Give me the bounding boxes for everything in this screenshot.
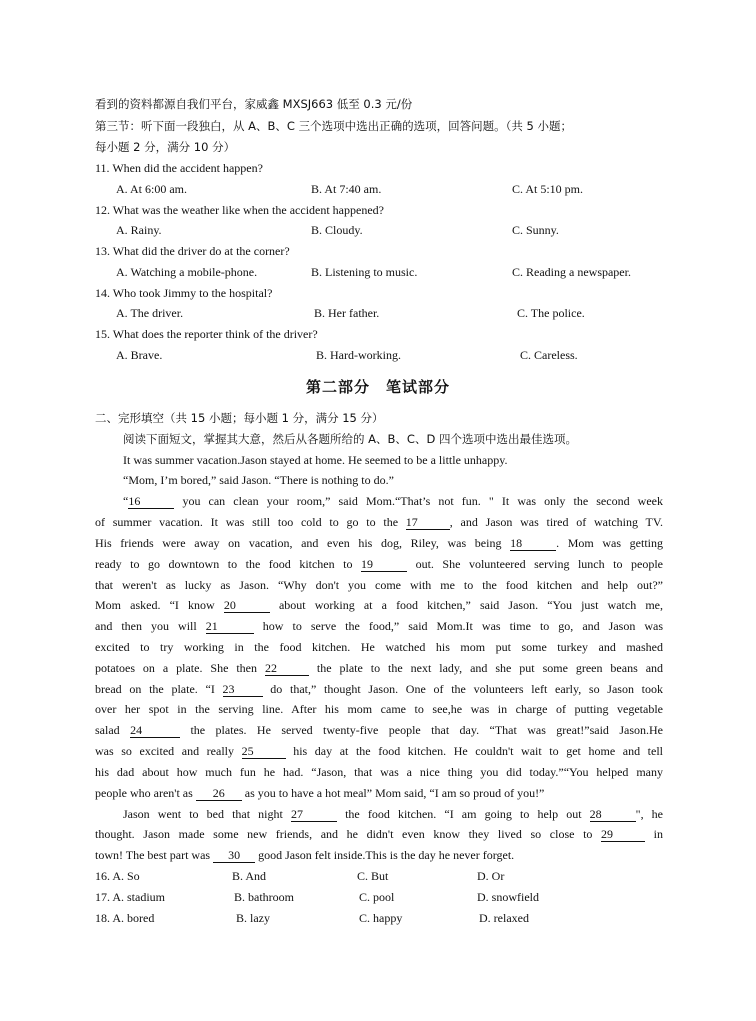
q18-option-b: B. lazy <box>236 911 270 925</box>
cloze-line <box>95 556 663 572</box>
blank-19[interactable]: 19 <box>361 557 407 572</box>
cloze-text: . Mom was getting <box>556 536 664 550</box>
question-13: 13. What did the driver do at the corner? <box>95 244 290 258</box>
cloze-line <box>95 618 663 634</box>
cloze-text: bread on the plate. “I <box>95 682 215 696</box>
cloze-text: you can clean your room,” said Mom.“That’s not fun. " It was only the second week <box>182 494 663 508</box>
q16-option-a: 16. A. So <box>95 869 140 883</box>
cloze-text: his day at the food kitchen. He couldn't wait to get home and tell <box>293 744 663 758</box>
cloze-line <box>95 660 663 676</box>
q13-option-a: A. Watching a mobile-phone. <box>116 265 258 279</box>
cloze-line <box>95 743 663 759</box>
cloze-text: , and Jason was tired of watching TV. <box>449 515 664 529</box>
cloze-text: ", he <box>635 807 664 821</box>
cloze-line <box>95 722 663 738</box>
part2-title: 第二部分 笔试部分 <box>305 378 450 396</box>
cloze-line: over her spot in the serving line. After his mom came to see,he was in charge of putting vegetable <box>95 702 663 716</box>
cloze-line: his dad about how much fun he had. “Jason, that was a nice thing you did today.”“You helped many <box>95 765 663 779</box>
question-14: 14. Who took Jimmy to the hospital? <box>95 286 273 300</box>
cloze-line <box>95 597 663 613</box>
cloze-text: do that,” thought Jason. One of the volunteers left early, so Jason took <box>270 682 664 696</box>
cloze-text: and then you will <box>95 619 197 633</box>
cloze-text: ready to go downtown to the food kitchen to <box>95 557 353 571</box>
cloze-line <box>95 681 663 697</box>
q17-option-a: 17. A. stadium <box>95 890 166 904</box>
q12-option-c: C. Sunny. <box>512 223 559 237</box>
blank-23[interactable]: 23 <box>223 682 263 697</box>
cloze-line <box>95 847 663 863</box>
q14-option-b: B. Her father. <box>314 306 380 320</box>
cloze-paragraph-2: “Mom, I’m bored,” said Jason. “There is nothing to do.” <box>123 473 394 487</box>
blank-26[interactable]: 26 <box>196 786 242 801</box>
cloze-text: of summer vacation. It was still too cold to go to the <box>95 515 399 529</box>
cloze-text: His friends were away on vacation, and even his dog, Riley, was being <box>95 536 502 550</box>
q12-option-a: A. Rainy. <box>116 223 162 237</box>
q15-option-c: C. Careless. <box>520 348 578 362</box>
blank-29[interactable]: 29 <box>601 827 645 842</box>
q13-option-b: B. Listening to music. <box>311 265 418 279</box>
cloze-text: how to serve the food,” said Mom.It was time to go, and Jason was <box>262 619 664 633</box>
question-15: 15. What does the reporter think of the driver? <box>95 327 318 341</box>
cloze-text: out. She volunteered serving lunch to people <box>415 557 663 571</box>
q16-option-d: D. Or <box>477 869 505 883</box>
blank-16[interactable]: 16 <box>128 494 174 509</box>
blank-28[interactable]: 28 <box>590 807 636 822</box>
blank-25[interactable]: 25 <box>242 744 286 759</box>
header-ad: 看到的资料都源自我们平台，家威鑫 MXSJ663 低至 0.3 元/份 <box>95 97 413 111</box>
cloze-text: in <box>653 827 663 841</box>
q16-option-c: C. But <box>357 869 389 883</box>
cloze-line: “16 you can clean your room,” said Mom.“That’s not fun. " It was only the second week <box>123 494 663 508</box>
q14-option-c: C. The police. <box>517 306 585 320</box>
blank-20[interactable]: 20 <box>224 598 270 613</box>
q18-option-d: D. relaxed <box>479 911 529 925</box>
cloze-line <box>95 826 663 842</box>
q11-option-c: C. At 5:10 pm. <box>512 182 584 196</box>
cloze-text: as you to have a hot meal” Mom said, “I am so proud of you!” <box>244 786 545 800</box>
blank-24[interactable]: 24 <box>130 723 180 738</box>
section3-instruction: 第三节：听下面一段独白，从 A、B、C 三个选项中选出正确的选项，回答问题。（共 5 小题； <box>95 119 572 133</box>
q18-option-a: 18. A. bored <box>95 911 155 925</box>
cloze-text: thought. Jason made some new friends, and he didn't even know they lived so close to <box>95 827 593 841</box>
cloze-line <box>95 535 663 551</box>
section3-instruction-cont: 每小题 2 分，满分 10 分） <box>95 140 236 154</box>
cloze-text: salad <box>95 723 120 737</box>
blank-27[interactable]: 27 <box>291 807 337 822</box>
question-12: 12. What was the weather like when the accident happened? <box>95 203 384 217</box>
blank-21[interactable]: 21 <box>206 619 254 634</box>
q17-option-b: B. bathroom <box>234 890 294 904</box>
cloze-text: the plates. He served twenty-five people that day. “That was great!”said Jason.He <box>190 723 663 737</box>
cloze-text: Jason went to bed that night <box>123 807 283 821</box>
q15-option-b: B. Hard-working. <box>316 348 401 362</box>
cloze-line: that weren't as lucky as Jason. “Why don't you come with me to the food kitchen and help out?” <box>95 578 663 592</box>
cloze-text: the food kitchen. “I am going to help out <box>345 807 582 821</box>
cloze-line <box>95 785 663 801</box>
q14-option-a: A. The driver. <box>116 306 184 320</box>
cloze-text: about working at a food kitchen,” said Jason. “You just watch me, <box>278 598 663 612</box>
cloze-heading: 二、完形填空（共 15 小题；每小题 1 分，满分 15 分） <box>95 411 384 425</box>
blank-30[interactable]: 30 <box>213 848 255 863</box>
blank-18[interactable]: 18 <box>510 536 556 551</box>
q17-option-c: C. pool <box>359 890 395 904</box>
q11-option-a: A. At 6:00 am. <box>116 182 187 196</box>
cloze-text: good Jason felt inside.This is the day he never forget. <box>258 848 515 862</box>
cloze-text: potatoes on a plate. She then <box>95 661 258 675</box>
q12-option-b: B. Cloudy. <box>311 223 363 237</box>
q15-option-a: A. Brave. <box>116 348 163 362</box>
q13-option-c: C. Reading a newspaper. <box>512 265 631 279</box>
cloze-instruction: 阅读下面短文，掌握其大意，然后从各题所给的 A、B、C、D 四个选项中选出最佳选项。 <box>123 432 577 446</box>
cloze-paragraph-1: It was summer vacation.Jason stayed at home. He seemed to be a little unhappy. <box>123 453 508 467</box>
cloze-line <box>123 806 663 822</box>
cloze-text: was so excited and really <box>95 744 234 758</box>
q11-option-b: B. At 7:40 am. <box>311 182 382 196</box>
question-11: 11. When did the accident happen? <box>95 161 263 175</box>
cloze-line <box>95 514 663 530</box>
q17-option-d: D. snowfield <box>477 890 539 904</box>
q16-option-b: B. And <box>232 869 267 883</box>
cloze-line: excited to try working in the food kitchen. He watched his mom put some turkey and mashed <box>95 640 663 654</box>
cloze-text: Mom asked. “I know <box>95 598 215 612</box>
cloze-text: town! The best part was <box>95 848 211 862</box>
cloze-text: people who aren't as <box>95 786 193 800</box>
blank-22[interactable]: 22 <box>265 661 309 676</box>
cloze-text: the plate to the next lady, and she put some green beans and <box>316 661 664 675</box>
q18-option-c: C. happy <box>359 911 403 925</box>
blank-17[interactable]: 17 <box>406 515 450 530</box>
